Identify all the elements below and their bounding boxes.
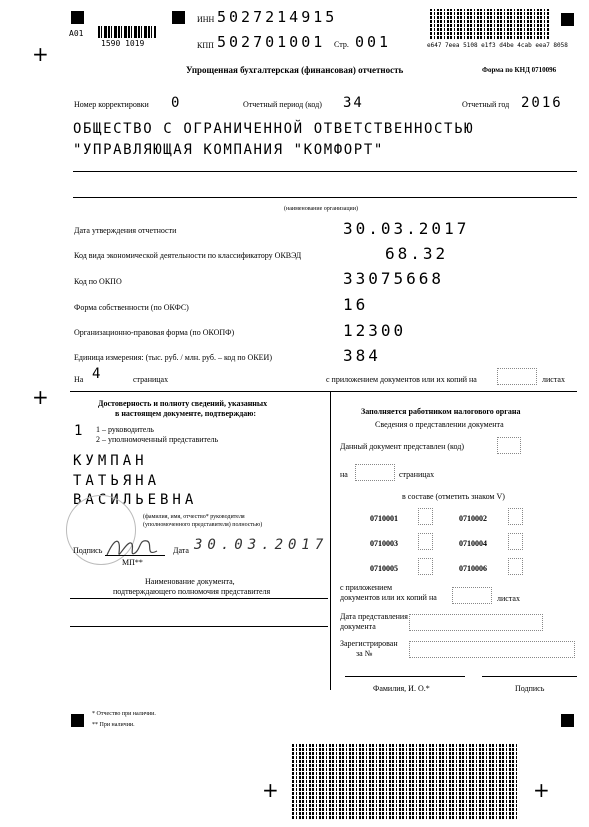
- code-0710004: 0710004: [459, 539, 487, 548]
- right-heading: Заполняется работником налогового органа: [361, 407, 521, 416]
- field-value-approval-date: 30.03.2017: [343, 219, 470, 238]
- corner-marker-bottom-left: [71, 714, 84, 727]
- right-pages-label: страницах: [399, 470, 435, 479]
- barcode-small-number: 1590 1019: [101, 39, 145, 48]
- right-fio-label: Фамилия, И. О.*: [373, 684, 430, 693]
- divider: [70, 391, 577, 392]
- composition-label: в составе (отметить знаком V): [402, 492, 505, 501]
- role-value: 1: [74, 423, 85, 439]
- code-0710002-checkbox[interactable]: [508, 508, 523, 525]
- org-name-caption: (наименование организации): [284, 206, 358, 212]
- column-divider: [330, 391, 331, 690]
- field-value-okved: 68.32: [385, 244, 449, 263]
- submit-date-label-2: документа: [340, 622, 376, 631]
- kpp-label: КПП: [197, 41, 214, 50]
- field-label-okei: Единица измерения: (тыс. руб. / млн. руб. – код по ОКЕИ): [74, 353, 272, 362]
- pages-on-value: 4: [92, 366, 103, 382]
- field-value-okfs: 16: [343, 295, 369, 314]
- registration-plus-icon: +: [262, 778, 279, 802]
- correction-label: Номер корректировки: [74, 100, 149, 109]
- year-value: 2016: [521, 95, 563, 111]
- code-0710005: 0710005: [370, 564, 398, 573]
- presented-code-box[interactable]: [497, 437, 521, 454]
- right-on-label: на: [340, 470, 348, 479]
- field-value-okei: 384: [343, 346, 381, 365]
- qr-code-top: [430, 9, 550, 39]
- field-label-okfs: Форма собственности (по ОКФС): [74, 303, 189, 312]
- period-label: Отчетный период (код): [243, 100, 322, 109]
- attach-sheets-box[interactable]: [497, 368, 537, 385]
- kpp-value: 502701001: [217, 33, 326, 51]
- page-code: A01: [69, 29, 84, 38]
- fio-line: [345, 676, 465, 677]
- org-name-line1: ОБЩЕСТВО С ОГРАНИЧЕННОЙ ОТВЕТСТВЕННОСТЬЮ: [73, 121, 475, 137]
- left-heading-line2: в настоящем документе, подтверждаю:: [115, 409, 257, 418]
- doc-line: [70, 598, 328, 599]
- doc-label-1: Наименование документа,: [145, 577, 235, 586]
- sign-line-right: [482, 676, 577, 677]
- right-sheets-label: листах: [497, 594, 520, 603]
- registration-plus-icon: +: [32, 385, 49, 409]
- page-title: Упрощенная бухгалтерская (финансовая) отчетность: [186, 65, 404, 75]
- left-heading-line1: Достоверность и полноту сведений, указанных: [98, 399, 268, 408]
- sign-label: Подпись: [73, 546, 103, 555]
- code-0710003: 0710003: [370, 539, 398, 548]
- mp-label: МП**: [122, 558, 143, 567]
- year-label: Отчетный год: [462, 100, 510, 109]
- corner-marker-top-right: [561, 13, 574, 26]
- barcode-small: [98, 26, 156, 38]
- signature-scribble: [105, 533, 160, 561]
- field-label-okved: Код вида экономической деятельности по классификатору ОКВЭД: [74, 251, 302, 260]
- code-0710006-checkbox[interactable]: [508, 558, 523, 575]
- qr-code-bottom: [292, 743, 518, 819]
- register-label-1: Зарегистрирован: [340, 639, 398, 648]
- field-value-okopf: 12300: [343, 321, 407, 340]
- fio-line3: ВАСИЛЬЕВНА: [73, 492, 198, 508]
- right-pages-box[interactable]: [355, 464, 395, 481]
- role-option-1: 1 – руководитель: [96, 425, 154, 434]
- sign-line: [105, 555, 165, 556]
- fio-line1: КУМПАН: [73, 453, 148, 469]
- right-subheading: Сведения о представлении документа: [375, 420, 504, 429]
- inn-value: 5027214915: [217, 8, 338, 26]
- right-attach-box[interactable]: [452, 587, 492, 604]
- code-0710002: 0710002: [459, 514, 487, 523]
- corner-marker-top-center: [172, 11, 185, 24]
- field-label-okpo: Код по ОКПО: [74, 277, 122, 286]
- date-label: Дата: [173, 546, 189, 555]
- pages-attach-label: с приложением документов или их копий на: [326, 375, 477, 384]
- period-value: 34: [343, 95, 364, 111]
- right-sign-label: Подпись: [515, 684, 545, 693]
- code-0710004-checkbox[interactable]: [508, 533, 523, 550]
- right-attach-label-1: с приложением: [340, 583, 393, 592]
- footnote-1: * Отчество при наличии.: [92, 711, 156, 717]
- fio-caption-1: (фамилия, имя, отчество* руководителя: [143, 514, 245, 520]
- inn-label: ИНН: [197, 15, 215, 24]
- corner-marker-top-left: [71, 11, 84, 24]
- field-label-okopf: Организационно-правовая форма (по ОКОПФ): [74, 328, 235, 337]
- divider: [73, 171, 577, 172]
- divider: [73, 197, 577, 198]
- register-label-2: за №: [356, 649, 373, 658]
- date-value: 30.03.2017: [194, 537, 329, 553]
- field-value-okpo: 33075668: [343, 269, 445, 288]
- field-label-approval-date: Дата утверждения отчетности: [74, 226, 177, 235]
- submit-date-box[interactable]: [409, 614, 543, 631]
- pages-sheets-label: листах: [542, 375, 565, 384]
- qr-hash: e647 7eea 5108 e1f3 d4be 4cab eea7 8058: [427, 42, 568, 49]
- code-0710006: 0710006: [459, 564, 487, 573]
- fio-line2: ТАТЬЯНА: [73, 473, 161, 489]
- org-name-line2: "УПРАВЛЯЮЩАЯ КОМПАНИЯ "КОМФОРТ": [73, 142, 384, 158]
- corner-marker-bottom-right: [561, 714, 574, 727]
- code-0710003-checkbox[interactable]: [418, 533, 433, 550]
- code-0710001: 0710001: [370, 514, 398, 523]
- page-label: Стр.: [334, 40, 349, 49]
- pages-pages-label: страницах: [133, 375, 169, 384]
- right-attach-label-2: документов или их копий на: [340, 593, 437, 602]
- code-0710005-checkbox[interactable]: [418, 558, 433, 575]
- footnote-2: ** При наличии.: [92, 722, 135, 728]
- code-0710001-checkbox[interactable]: [418, 508, 433, 525]
- role-option-2: 2 – уполномоченный представитель: [96, 435, 219, 444]
- pages-on-label: На: [74, 375, 84, 384]
- presented-label: Данный документ представлен (код): [340, 442, 464, 451]
- doc-line: [70, 626, 328, 627]
- correction-value: 0: [171, 95, 182, 111]
- registration-plus-icon: +: [533, 778, 550, 802]
- registration-plus-icon: +: [32, 42, 49, 66]
- register-number-box[interactable]: [409, 641, 575, 658]
- fio-caption-2: (уполномоченного представителя) полностью): [143, 522, 263, 528]
- form-code: Форма по КНД 0710096: [482, 66, 557, 74]
- submit-date-label-1: Дата представления: [340, 612, 408, 621]
- doc-label-2: подтверждающего полномочия представителя: [113, 587, 271, 596]
- page-value: 001: [355, 33, 392, 51]
